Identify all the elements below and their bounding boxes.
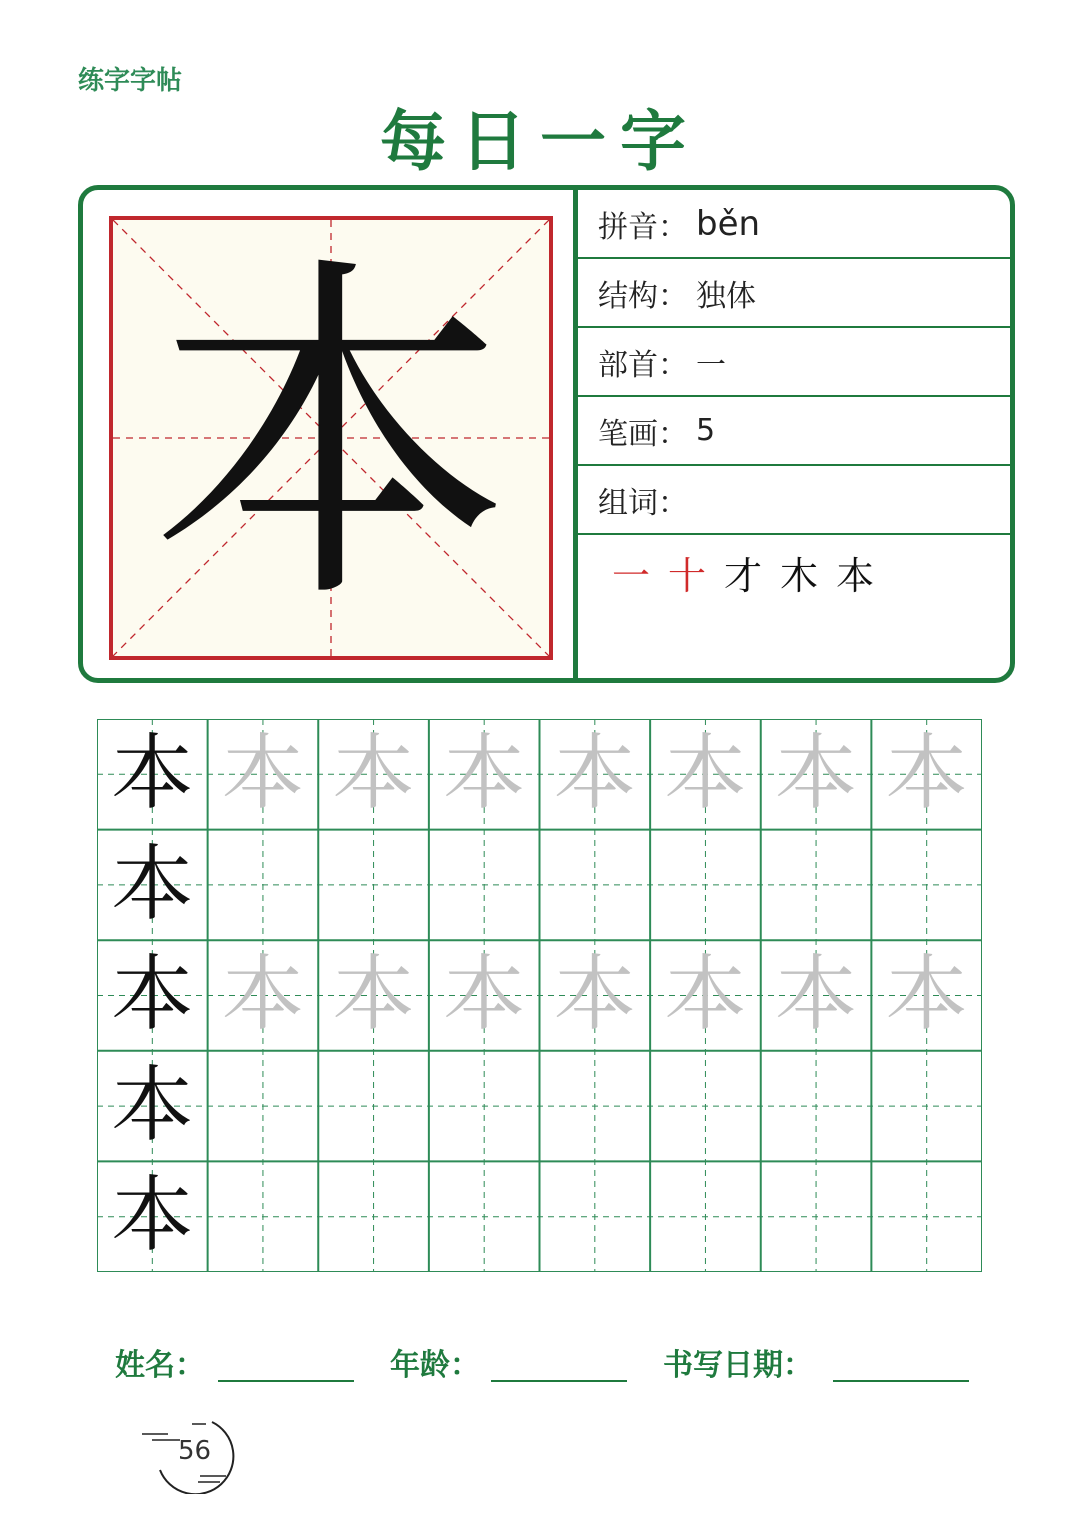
page-number: 56 — [178, 1436, 212, 1466]
trace-character[interactable]: 本 — [221, 947, 304, 1043]
structure-label: 结构： — [598, 278, 688, 314]
trace-character[interactable]: 本 — [553, 726, 636, 821]
practice-cell[interactable] — [429, 1051, 540, 1162]
date-field[interactable] — [833, 1380, 969, 1382]
strokes-label: 笔画： — [598, 416, 688, 452]
radical-value: 一 — [696, 347, 726, 383]
trace-character[interactable]: 本 — [885, 947, 968, 1043]
character-info — [578, 190, 1010, 535]
model-character[interactable]: 本 — [111, 1057, 194, 1153]
trace-character[interactable]: 本 — [885, 726, 968, 821]
practice-cell[interactable] — [540, 830, 651, 941]
stroke-step: 才 — [724, 554, 763, 598]
footer — [0, 1340, 1080, 1390]
practice-cell[interactable] — [650, 830, 761, 941]
series-label: 练字字帖 — [78, 66, 183, 96]
practice-cell[interactable] — [429, 1161, 540, 1272]
stroke-step: 一 — [612, 554, 651, 598]
trace-character[interactable]: 本 — [443, 726, 526, 821]
practice-cell[interactable] — [871, 1161, 982, 1272]
character-card — [78, 185, 1015, 683]
model-character[interactable]: 本 — [111, 836, 194, 932]
pinyin-label: 拼音： — [598, 209, 688, 245]
age-label: 年龄： — [390, 1348, 480, 1383]
radical-row — [578, 328, 1010, 397]
trace-character[interactable]: 本 — [664, 947, 747, 1043]
practice-cell[interactable] — [761, 1051, 872, 1162]
strokes-value: 5 — [696, 413, 716, 448]
practice-cell[interactable] — [318, 1051, 429, 1162]
radical-label: 部首： — [598, 347, 688, 383]
practice-cell[interactable] — [650, 1161, 761, 1272]
stroke-order — [578, 545, 874, 600]
age-field[interactable] — [491, 1380, 627, 1382]
stroke-step: 本 — [836, 554, 875, 598]
practice-cell[interactable] — [871, 830, 982, 941]
trace-character[interactable]: 本 — [221, 726, 304, 821]
character-display-box — [109, 216, 553, 660]
page-title: 每日一字 — [380, 102, 700, 180]
trace-character[interactable]: 本 — [332, 726, 415, 821]
trace-character[interactable]: 本 — [775, 726, 858, 821]
pinyin-row — [578, 190, 1010, 259]
pinyin-value: běn — [696, 203, 761, 244]
stroke-step: 木 — [780, 554, 819, 598]
practice-cell[interactable] — [318, 830, 429, 941]
words-label: 组词： — [598, 485, 688, 521]
date-label: 书写日期： — [663, 1348, 813, 1383]
practice-cell[interactable] — [871, 1051, 982, 1162]
practice-cell[interactable] — [650, 1051, 761, 1162]
model-character[interactable]: 本 — [111, 947, 194, 1043]
stroke-step: 十 — [668, 554, 707, 598]
featured-character: 本 — [151, 228, 511, 647]
trace-character[interactable]: 本 — [553, 947, 636, 1043]
practice-cell[interactable] — [761, 830, 872, 941]
name-field[interactable] — [218, 1380, 354, 1382]
strokes-row — [578, 397, 1010, 466]
words-row — [578, 466, 1010, 535]
practice-cell[interactable] — [540, 1161, 651, 1272]
model-character[interactable]: 本 — [111, 726, 194, 821]
structure-value: 独体 — [696, 278, 756, 314]
practice-cell[interactable] — [429, 830, 540, 941]
practice-cell[interactable] — [318, 1161, 429, 1272]
practice-cell[interactable] — [208, 1051, 319, 1162]
name-label: 姓名： — [115, 1348, 205, 1383]
practice-cell[interactable] — [540, 1051, 651, 1162]
trace-character[interactable]: 本 — [775, 947, 858, 1043]
structure-row — [578, 259, 1010, 328]
trace-character[interactable]: 本 — [664, 726, 747, 821]
practice-cell[interactable] — [761, 1161, 872, 1272]
model-character[interactable]: 本 — [111, 1168, 194, 1264]
trace-character[interactable]: 本 — [332, 947, 415, 1043]
trace-character[interactable]: 本 — [443, 947, 526, 1043]
practice-cell[interactable] — [208, 1161, 319, 1272]
practice-grid — [97, 719, 982, 1272]
practice-cell[interactable] — [208, 830, 319, 941]
